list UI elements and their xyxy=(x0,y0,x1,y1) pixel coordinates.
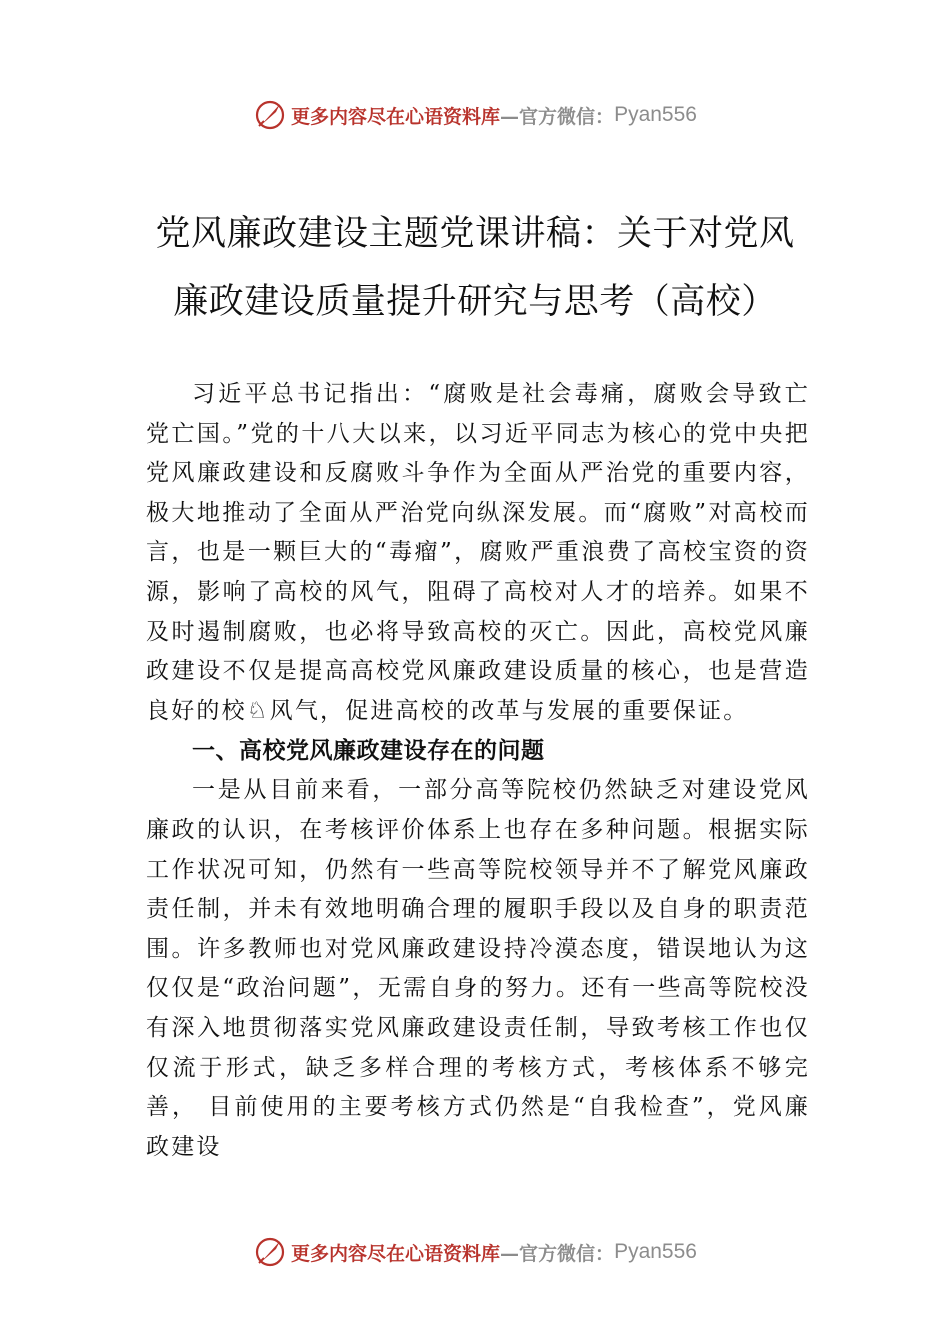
document-title xyxy=(140,200,810,336)
title-line-1: 党风廉政建设主题党课讲稿：关于对党风 xyxy=(155,214,795,254)
banner-gray-text: —官方微信： xyxy=(500,1242,615,1265)
intro-paragraph: 习近平总书记指出：“腐败是社会毒痛，腐败会导致亡党亡国。”党的十八大以来，以习近平同志为核心的党中央把党风廉政建设和反腐败斗争作为全面从严治党的重要内容，极大地推动了全面从严治党向纵深发展。而“腐败”对高校而言，也是一颗巨大的“毒瘤”，腐败严重浪费了高校宝资的资源，影响了高校的风气，阻碍了高校对人才的培养。如果不及时遏制腐败，也必将导致高校的灭亡。因此，高校党风廉政建设不仅是提高高校党风廉政建设质量的核心，也是营造良好的校♘风气，促进高校的改革与发展的重要保证。 xyxy=(146,381,810,724)
document-body xyxy=(146,375,810,1167)
section-1-paragraph: 一是从目前来看，一部分高等院校仍然缺乏对建设党风廉政的认识，在考核评价体系上也存在多种问题。根据实际工作状况可知，仍然有一些高等院校领导并不了解党风廉政责任制，并未有效地明确合理的履职手段以及自身的职责范围。许多教师也对党风廉政建设持冷漠态度，错误地认为这仅仅是“政治问题”，无需自身的努力。还有一些高等院校没有深入地贯彻落实党风廉政建设责任制，导致考核工作也仅仅流于形式，缺乏多样合理的考核方式，考核体系不够完善， 目前使用的主要考核方式仍然是“自我检查”，党风廉政建设 xyxy=(146,777,810,1160)
banner-red-text: 更多内容尽在心语资料库 xyxy=(291,1242,501,1265)
banner-red-text: 更多内容尽在心语资料库 xyxy=(291,105,501,128)
title-line-2: 廉政建设质量提升研究与思考（高校） xyxy=(173,282,777,322)
section-heading-1: 一、高校党风廉政建设存在的问题 xyxy=(192,738,545,765)
header-watermark-banner xyxy=(0,95,950,135)
banner-wechat-id: Pyan556 xyxy=(614,1240,697,1263)
quill-pen-circle-icon xyxy=(253,98,287,132)
banner-gray-text: —官方微信： xyxy=(500,105,615,128)
footer-watermark-banner xyxy=(0,1232,950,1272)
quill-pen-circle-icon xyxy=(253,1235,287,1269)
banner-wechat-id: Pyan556 xyxy=(614,103,697,126)
